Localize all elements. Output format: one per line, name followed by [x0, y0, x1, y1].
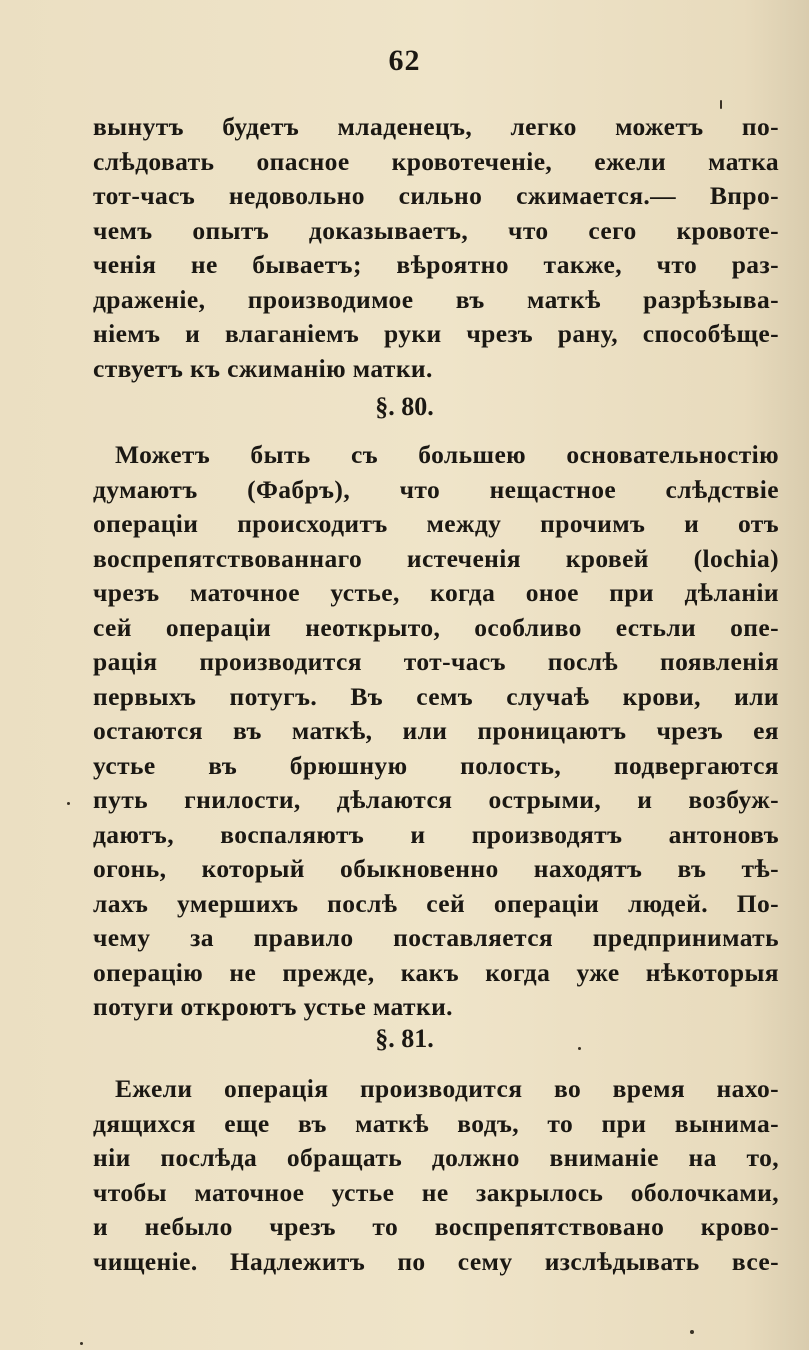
text-line: путь гнилости, дѣлаются острыми, и возбуж- — [93, 785, 779, 814]
text-line: операцію не прежде, какъ когда уже нѣкоторыя — [93, 957, 779, 987]
text-line: ніемъ и влаганіемъ руки чрезъ рану, способѣще- — [93, 319, 779, 348]
text-line: потуги откроютъ устье матки. — [93, 992, 453, 1021]
text-line: лахъ умершихъ послѣ сей операціи людей. По- — [93, 888, 779, 918]
text-line: и небыло чрезъ то воспрепятствовано крово- — [93, 1212, 779, 1241]
text-line: рація производится тот-часъ послѣ появленія — [93, 647, 779, 676]
text-line: первыхъ потугъ. Въ семъ случаѣ крови, или — [93, 681, 779, 711]
text-line: Можетъ быть съ большею основательностію — [115, 440, 779, 469]
text-line: сей операціи неоткрыто, особливо естьли опе- — [93, 612, 779, 642]
text-line: ченія не бываетъ; вѣроятно также, что раз- — [93, 250, 779, 279]
text-line: думаютъ (Фабръ), что нещастное слѣдствіе — [93, 474, 779, 504]
text-line: ствуетъ къ сжиманію матки. — [93, 353, 433, 383]
paper-speck — [720, 100, 722, 109]
paragraph-section-80 — [93, 438, 779, 1025]
text-line: тот-часъ недовольно сильно сжимается.— Впро- — [93, 181, 779, 210]
text-line: чищеніе. Надлежитъ по сему изслѣдывать все- — [93, 1246, 779, 1276]
section-heading-80: §. 80. — [375, 392, 434, 421]
text-line: устье въ брюшную полость, подвергаются — [93, 750, 779, 780]
paper-speck — [80, 1342, 83, 1345]
text-line: огонь, который обыкновенно находятъ въ тѣ- — [93, 854, 779, 883]
text-line: чемъ опытъ доказываетъ, что сего кровоте- — [93, 215, 779, 245]
paper-speck — [67, 802, 70, 805]
text-line: Ежели операція производится во время нахо- — [115, 1074, 779, 1103]
text-line: драженіе, производимое въ маткѣ разрѣзыва- — [93, 284, 779, 314]
text-line: ніи послѣда обращать должно вниманіе на то, — [93, 1143, 779, 1172]
text-line: воспрепятствованнаго истеченія кровей (lochia) — [93, 543, 779, 573]
text-line: чтобы маточное устье не закрылось оболочками, — [93, 1177, 779, 1207]
paper-speck — [578, 1047, 581, 1050]
text-line: чрезъ маточное устье, когда оное при дѣланіи — [93, 578, 779, 607]
page-number: 62 — [388, 44, 421, 77]
text-line: вынутъ будетъ младенецъ, легко можетъ по- — [93, 112, 779, 141]
text-line: слѣдовать опасное кровотеченіе, ежели матка — [93, 146, 779, 176]
text-line: операціи происходитъ между прочимъ и отъ — [93, 509, 779, 538]
paper-speck — [690, 1330, 694, 1334]
paragraph-section-81 — [93, 1072, 779, 1279]
text-line: дящихся еще въ маткѣ водъ, то при вынима- — [93, 1108, 779, 1138]
text-line: чему за правило поставляется предпринимать — [93, 923, 779, 952]
text-line: остаются въ маткѣ, или проницаютъ чрезъ ея — [93, 716, 779, 745]
text-line: даютъ, воспаляютъ и производятъ антоновъ — [93, 819, 779, 849]
paragraph-continuation — [93, 110, 779, 386]
section-heading-81: §. 81. — [375, 1024, 434, 1053]
